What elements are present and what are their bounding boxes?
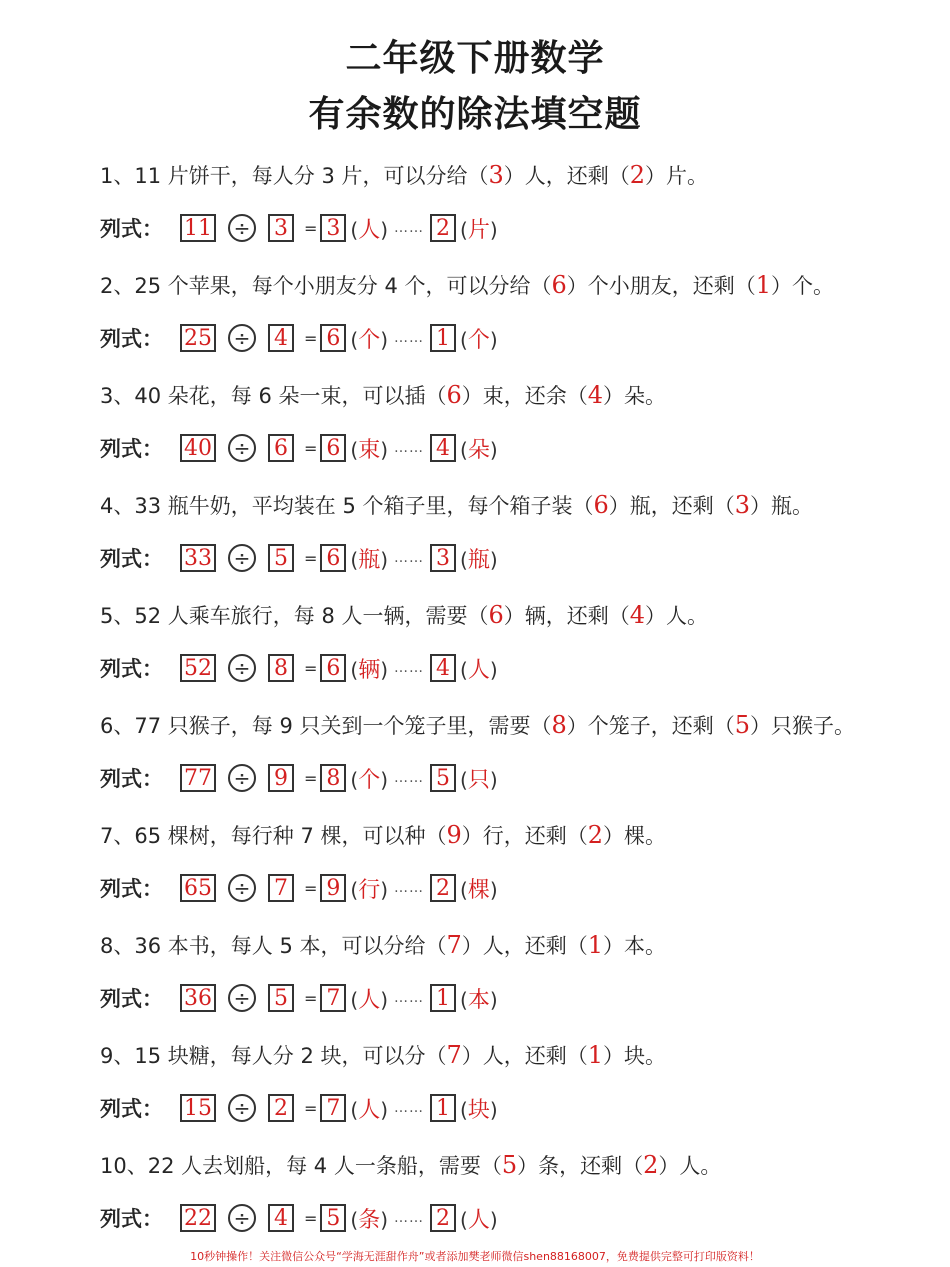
divisor-box: 5 (268, 544, 294, 572)
question-text: 25 个苹果，每个小朋友分 4 个，可以分给（ (134, 274, 552, 298)
divide-sign-icon: ÷ (228, 434, 256, 462)
question-text: ）人，还剩（ (461, 1044, 588, 1068)
paren-close: ) (489, 1097, 498, 1122)
question-text: ）瓶，还剩（ (608, 494, 735, 518)
question-text: ）条，还剩（ (517, 1154, 644, 1178)
problem-item (100, 595, 920, 688)
question-text: ）棵。 (603, 824, 667, 848)
remainder-ellipsis: …… (394, 330, 425, 346)
problem-item (100, 705, 920, 798)
equation-row (100, 208, 920, 248)
problem-number: 5、 (100, 604, 135, 628)
problem-number: 4、 (100, 494, 135, 518)
footer-note: 10秒钟操作！关注微信公众号“学海无涯甜作舟”或者添加樊老师微信shen88168007，免费提供完整可打印版资料！ (190, 1250, 760, 1263)
remainder-box: 2 (430, 874, 456, 902)
divisor-box: 5 (268, 984, 294, 1012)
dividend-box: 52 (180, 654, 216, 682)
paren-open: ( (350, 987, 359, 1012)
remainder-box: 3 (430, 544, 456, 572)
paren-close: ) (380, 987, 389, 1012)
unit-text: 行 (358, 877, 381, 903)
paren-close: ) (380, 1097, 389, 1122)
remainder-unit (460, 763, 498, 794)
equals-sign: = (304, 878, 318, 898)
answer-blank: 2 (629, 161, 646, 189)
paren-open: ( (350, 877, 359, 902)
answer-blank: 5 (501, 1151, 518, 1179)
equals-sign: = (304, 548, 318, 568)
dividend-box: 25 (180, 324, 216, 352)
problem-number: 8、 (100, 934, 135, 958)
equation-label: 列式： (100, 437, 163, 461)
equation-label: 列式： (100, 767, 163, 791)
paren-close: ) (380, 657, 389, 682)
paren-close: ) (489, 767, 498, 792)
paren-close: ) (489, 1207, 498, 1232)
remainder-ellipsis: …… (394, 440, 425, 456)
unit-text: 瓶 (358, 547, 381, 573)
divisor-box: 4 (268, 324, 294, 352)
question-text: ）辆，还剩（ (503, 604, 630, 628)
paren-open: ( (350, 437, 359, 462)
remainder-unit (460, 983, 498, 1014)
remainder-box: 4 (430, 654, 456, 682)
quotient-box: 3 (320, 214, 346, 242)
quotient-box: 8 (320, 764, 346, 792)
divide-sign-icon: ÷ (228, 544, 256, 572)
quotient-unit (350, 983, 388, 1014)
remainder-ellipsis: …… (394, 660, 425, 676)
equals-sign: = (304, 1098, 318, 1118)
paren-open: ( (460, 657, 468, 682)
quotient-box: 6 (320, 434, 346, 462)
answer-blank: 9 (446, 821, 462, 849)
problem-item (100, 1035, 920, 1128)
equation-row (100, 978, 920, 1018)
question-text: ）瓶。 (750, 494, 814, 518)
problem-item (100, 155, 920, 248)
problem-number: 1、 (100, 164, 135, 188)
problem-number: 2、 (100, 274, 135, 298)
problem-number: 6、 (100, 714, 135, 738)
unit-text: 个 (467, 327, 490, 353)
question-text: ）个小朋友，还剩（ (566, 274, 756, 298)
quotient-box: 6 (320, 654, 346, 682)
answer-blank: 1 (587, 1041, 604, 1069)
divisor-box: 3 (268, 214, 294, 242)
problem-item (100, 815, 920, 908)
quotient-unit (350, 1093, 388, 1124)
paren-close: ) (380, 547, 389, 572)
quotient-box: 9 (320, 874, 346, 902)
quotient-unit (350, 433, 388, 464)
divide-sign-icon: ÷ (228, 654, 256, 682)
unit-text: 块 (467, 1097, 490, 1123)
remainder-ellipsis: …… (394, 770, 425, 786)
unit-text: 只 (467, 767, 490, 793)
question-text: 11 片饼干，每人分 3 片，可以分给（ (134, 164, 489, 188)
answer-blank: 7 (446, 1041, 462, 1069)
quotient-unit (350, 543, 388, 574)
remainder-unit (460, 213, 498, 244)
equation-row (100, 758, 920, 798)
paren-open: ( (460, 1097, 468, 1122)
question-text: 40 朵花，每 6 朵一束，可以插（ (134, 384, 447, 408)
equation-label: 列式： (100, 327, 163, 351)
paren-open: ( (460, 1207, 468, 1232)
paren-open: ( (350, 1097, 359, 1122)
equals-sign: = (304, 988, 318, 1008)
unit-text: 棵 (467, 877, 490, 903)
question-text: ）人。 (658, 1154, 722, 1178)
problem-question (100, 155, 920, 195)
paren-open: ( (460, 767, 468, 792)
equation-row (100, 538, 920, 578)
question-text: ）朵。 (603, 384, 667, 408)
question-text: 36 本书，每人 5 本，可以分给（ (134, 934, 447, 958)
answer-blank: 6 (446, 381, 462, 409)
paren-close: ) (380, 217, 389, 242)
paren-close: ) (380, 437, 389, 462)
remainder-unit (460, 433, 498, 464)
problem-question (100, 1035, 920, 1075)
question-text: 22 人去划船，每 4 人一条船，需要（ (147, 1154, 502, 1178)
equation-label: 列式： (100, 1097, 163, 1121)
dividend-box: 40 (180, 434, 216, 462)
paren-close: ) (489, 327, 498, 352)
remainder-unit (460, 1203, 498, 1234)
paren-open: ( (350, 327, 359, 352)
answer-blank: 2 (587, 821, 604, 849)
paren-close: ) (489, 657, 498, 682)
quotient-box: 5 (320, 1204, 346, 1232)
problem-question (100, 705, 920, 745)
quotient-unit (350, 873, 388, 904)
problem-item (100, 925, 920, 1018)
paren-close: ) (489, 547, 498, 572)
remainder-ellipsis: …… (394, 1210, 425, 1226)
problem-question (100, 485, 920, 525)
answer-blank: 1 (755, 271, 772, 299)
problem-number: 9、 (100, 1044, 135, 1068)
paren-open: ( (350, 657, 359, 682)
equation-row (100, 1088, 920, 1128)
answer-blank: 6 (488, 601, 504, 629)
remainder-box: 1 (430, 324, 456, 352)
answer-blank: 8 (551, 711, 567, 739)
unit-text: 人 (358, 217, 381, 243)
remainder-box: 1 (430, 1094, 456, 1122)
equals-sign: = (304, 218, 318, 238)
unit-text: 朵 (467, 437, 490, 463)
dividend-box: 36 (180, 984, 216, 1012)
quotient-unit (350, 213, 388, 244)
paren-open: ( (460, 217, 468, 242)
question-text: 33 瓶牛奶，平均装在 5 个箱子里，每个箱子装（ (134, 494, 594, 518)
question-text: ）行，还剩（ (461, 824, 588, 848)
paren-close: ) (489, 217, 498, 242)
divisor-box: 2 (268, 1094, 294, 1122)
divisor-box: 7 (268, 874, 294, 902)
unit-text: 瓶 (467, 547, 490, 573)
divisor-box: 6 (268, 434, 294, 462)
remainder-unit (460, 653, 498, 684)
remainder-unit (460, 543, 498, 574)
answer-blank: 5 (734, 711, 751, 739)
dividend-box: 11 (180, 214, 216, 242)
question-text: ）人。 (645, 604, 709, 628)
remainder-box: 1 (430, 984, 456, 1012)
question-text: ）人，还剩（ (461, 934, 588, 958)
answer-blank: 4 (587, 381, 604, 409)
equals-sign: = (304, 1208, 318, 1228)
problem-number: 10、 (100, 1154, 148, 1178)
divide-sign-icon: ÷ (228, 1204, 256, 1232)
quotient-unit (350, 653, 388, 684)
paren-open: ( (350, 767, 359, 792)
question-text: 77 只猴子，每 9 只关到一个笼子里，需要（ (134, 714, 552, 738)
unit-text: 本 (467, 987, 490, 1013)
paren-close: ) (380, 877, 389, 902)
dividend-box: 33 (180, 544, 216, 572)
remainder-unit (460, 1093, 498, 1124)
remainder-ellipsis: …… (394, 990, 425, 1006)
question-text: ）个笼子，还剩（ (566, 714, 735, 738)
equation-label: 列式： (100, 217, 163, 241)
equation-label: 列式： (100, 657, 163, 681)
problem-item (100, 265, 920, 358)
equation-row (100, 1198, 920, 1238)
page-subtitle: 有余数的除法填空题 (308, 94, 642, 135)
question-text: 52 人乘车旅行，每 8 人一辆，需要（ (134, 604, 489, 628)
unit-text: 束 (358, 437, 381, 463)
question-text: ）束，还余（ (461, 384, 588, 408)
paren-close: ) (380, 1207, 389, 1232)
equation-row (100, 318, 920, 358)
paren-open: ( (460, 877, 468, 902)
question-text: 15 块糖，每人分 2 块，可以分（ (134, 1044, 447, 1068)
problem-item (100, 375, 920, 468)
remainder-box: 2 (430, 1204, 456, 1232)
quotient-box: 7 (320, 984, 346, 1012)
equation-label: 列式： (100, 877, 163, 901)
paren-close: ) (489, 877, 498, 902)
unit-text: 个 (358, 327, 381, 353)
equation-row (100, 648, 920, 688)
equation-label: 列式： (100, 1207, 163, 1231)
question-text: ）本。 (603, 934, 667, 958)
answer-blank: 7 (446, 931, 462, 959)
problem-number: 7、 (100, 824, 135, 848)
equals-sign: = (304, 658, 318, 678)
question-text: ）人，还剩（ (503, 164, 630, 188)
paren-close: ) (489, 437, 498, 462)
unit-text: 人 (467, 657, 490, 683)
dividend-box: 65 (180, 874, 216, 902)
unit-text: 辆 (358, 657, 381, 683)
problem-question (100, 815, 920, 855)
divide-sign-icon: ÷ (228, 324, 256, 352)
question-text: ）块。 (603, 1044, 667, 1068)
problem-question (100, 375, 920, 415)
answer-blank: 6 (593, 491, 609, 519)
divide-sign-icon: ÷ (228, 214, 256, 242)
problem-item (100, 485, 920, 578)
answer-blank: 2 (643, 1151, 659, 1179)
problem-question (100, 595, 920, 635)
equation-label: 列式： (100, 547, 163, 571)
divide-sign-icon: ÷ (228, 984, 256, 1012)
quotient-box: 7 (320, 1094, 346, 1122)
quotient-unit (350, 763, 388, 794)
paren-close: ) (489, 987, 498, 1012)
quotient-unit (350, 1203, 388, 1234)
quotient-unit (350, 323, 388, 354)
remainder-box: 5 (430, 764, 456, 792)
paren-close: ) (380, 327, 389, 352)
question-text: ）片。 (645, 164, 709, 188)
remainder-box: 2 (430, 214, 456, 242)
question-text: ）只猴子。 (750, 714, 856, 738)
problem-question (100, 1145, 920, 1185)
paren-open: ( (350, 217, 359, 242)
remainder-unit (460, 873, 498, 904)
page-title: 二年级下册数学 (345, 38, 605, 79)
answer-blank: 6 (551, 271, 567, 299)
remainder-unit (460, 323, 498, 354)
divide-sign-icon: ÷ (228, 1094, 256, 1122)
problem-number: 3、 (100, 384, 135, 408)
unit-text: 条 (358, 1207, 381, 1233)
paren-open: ( (350, 1207, 359, 1232)
dividend-box: 15 (180, 1094, 216, 1122)
problem-item (100, 1145, 920, 1238)
answer-blank: 3 (734, 491, 751, 519)
dividend-box: 22 (180, 1204, 216, 1232)
equation-row (100, 428, 920, 468)
quotient-box: 6 (320, 544, 346, 572)
question-text: 65 棵树，每行种 7 棵，可以种（ (134, 824, 447, 848)
answer-blank: 1 (587, 931, 604, 959)
unit-text: 人 (467, 1207, 490, 1233)
paren-open: ( (460, 437, 468, 462)
problem-question (100, 265, 920, 305)
unit-text: 人 (358, 987, 381, 1013)
unit-text: 片 (467, 217, 490, 243)
remainder-ellipsis: …… (394, 880, 425, 896)
paren-open: ( (350, 547, 359, 572)
dividend-box: 77 (180, 764, 216, 792)
equals-sign: = (304, 328, 318, 348)
remainder-ellipsis: …… (394, 550, 425, 566)
equation-label: 列式： (100, 987, 163, 1011)
divisor-box: 9 (268, 764, 294, 792)
remainder-ellipsis: …… (394, 1100, 425, 1116)
paren-open: ( (460, 547, 468, 572)
question-text: ）个。 (771, 274, 835, 298)
remainder-box: 4 (430, 434, 456, 462)
problem-question (100, 925, 920, 965)
unit-text: 人 (358, 1097, 381, 1123)
divide-sign-icon: ÷ (228, 874, 256, 902)
remainder-ellipsis: …… (394, 220, 425, 236)
quotient-box: 6 (320, 324, 346, 352)
divisor-box: 4 (268, 1204, 294, 1232)
answer-blank: 4 (629, 601, 646, 629)
answer-blank: 3 (488, 161, 504, 189)
equation-row (100, 868, 920, 908)
paren-open: ( (460, 327, 468, 352)
equals-sign: = (304, 768, 318, 788)
unit-text: 个 (358, 767, 381, 793)
divisor-box: 8 (268, 654, 294, 682)
divide-sign-icon: ÷ (228, 764, 256, 792)
equals-sign: = (304, 438, 318, 458)
paren-open: ( (460, 987, 468, 1012)
paren-close: ) (380, 767, 389, 792)
